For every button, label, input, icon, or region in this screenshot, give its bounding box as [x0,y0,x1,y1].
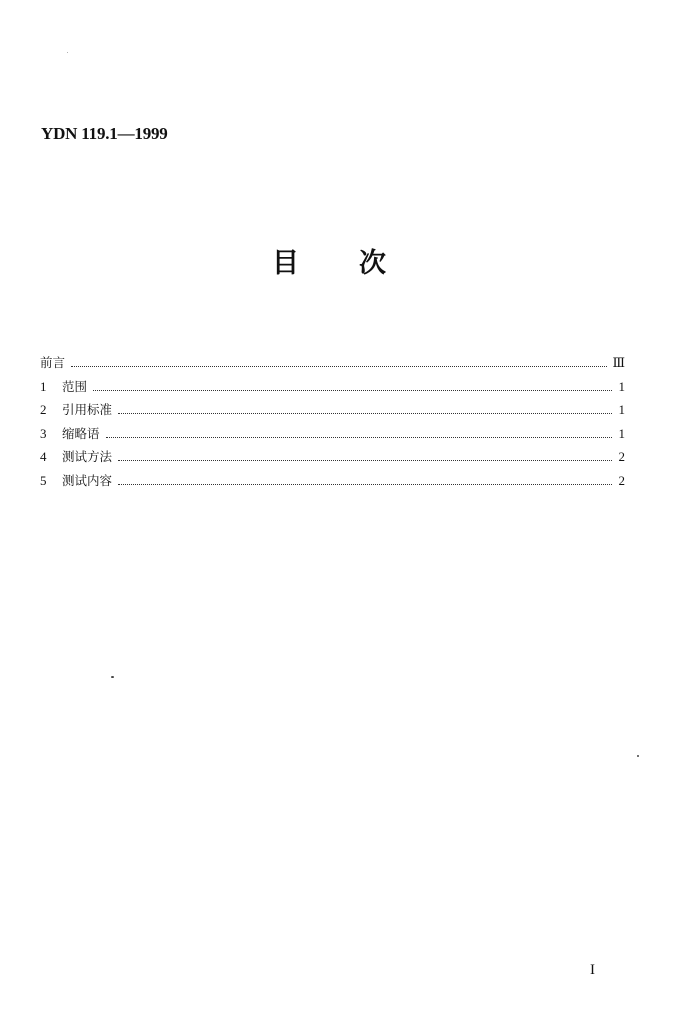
standard-code: YDN 119.1—1999 [41,124,168,143]
toc-entry-number: 3 [40,425,47,441]
scan-speck [111,676,114,678]
toc-entry-test-contents[interactable] [40,469,625,493]
toc-entry-page: 2 [618,449,625,464]
toc-entry-page: 1 [618,378,625,394]
toc-entry-scope[interactable] [40,375,625,399]
toc-dot-leader [118,412,612,414]
table-of-contents [40,351,625,492]
toc-entry-page: Ⅲ [612,355,625,370]
toc-entry-number: 1 [40,378,47,394]
title-char-2: 次 [359,248,386,279]
toc-entry-label: 前言 [40,355,66,370]
toc-dot-leader [93,389,612,391]
toc-entry-abbreviations[interactable] [40,422,625,446]
toc-entry-test-methods[interactable] [40,445,625,469]
toc-entry-foreword[interactable] [40,351,625,375]
toc-entry-page: 1 [618,425,625,441]
toc-entry-label: 范围 [62,378,88,394]
toc-entry-label: 测试方法 [62,449,113,464]
scan-speck [637,755,639,757]
toc-entry-number: 4 [40,449,47,464]
toc-dot-leader [71,365,607,367]
toc-entry-page: 1 [618,402,625,417]
toc-entry-number: 2 [40,402,47,417]
toc-entry-label: 引用标准 [62,402,113,417]
toc-entry-page: 2 [618,472,625,488]
scan-speck [67,52,68,53]
title-char-1: 目 [272,248,299,279]
toc-entry-normative-references[interactable] [40,398,625,422]
page-title [272,241,386,280]
toc-entry-number: 5 [40,472,47,488]
page-number: I [590,962,595,978]
toc-dot-leader [118,459,612,461]
toc-entry-label: 测试内容 [62,472,113,488]
toc-dot-leader [106,436,612,438]
toc-entry-label: 缩略语 [62,425,100,441]
toc-dot-leader [118,483,612,485]
